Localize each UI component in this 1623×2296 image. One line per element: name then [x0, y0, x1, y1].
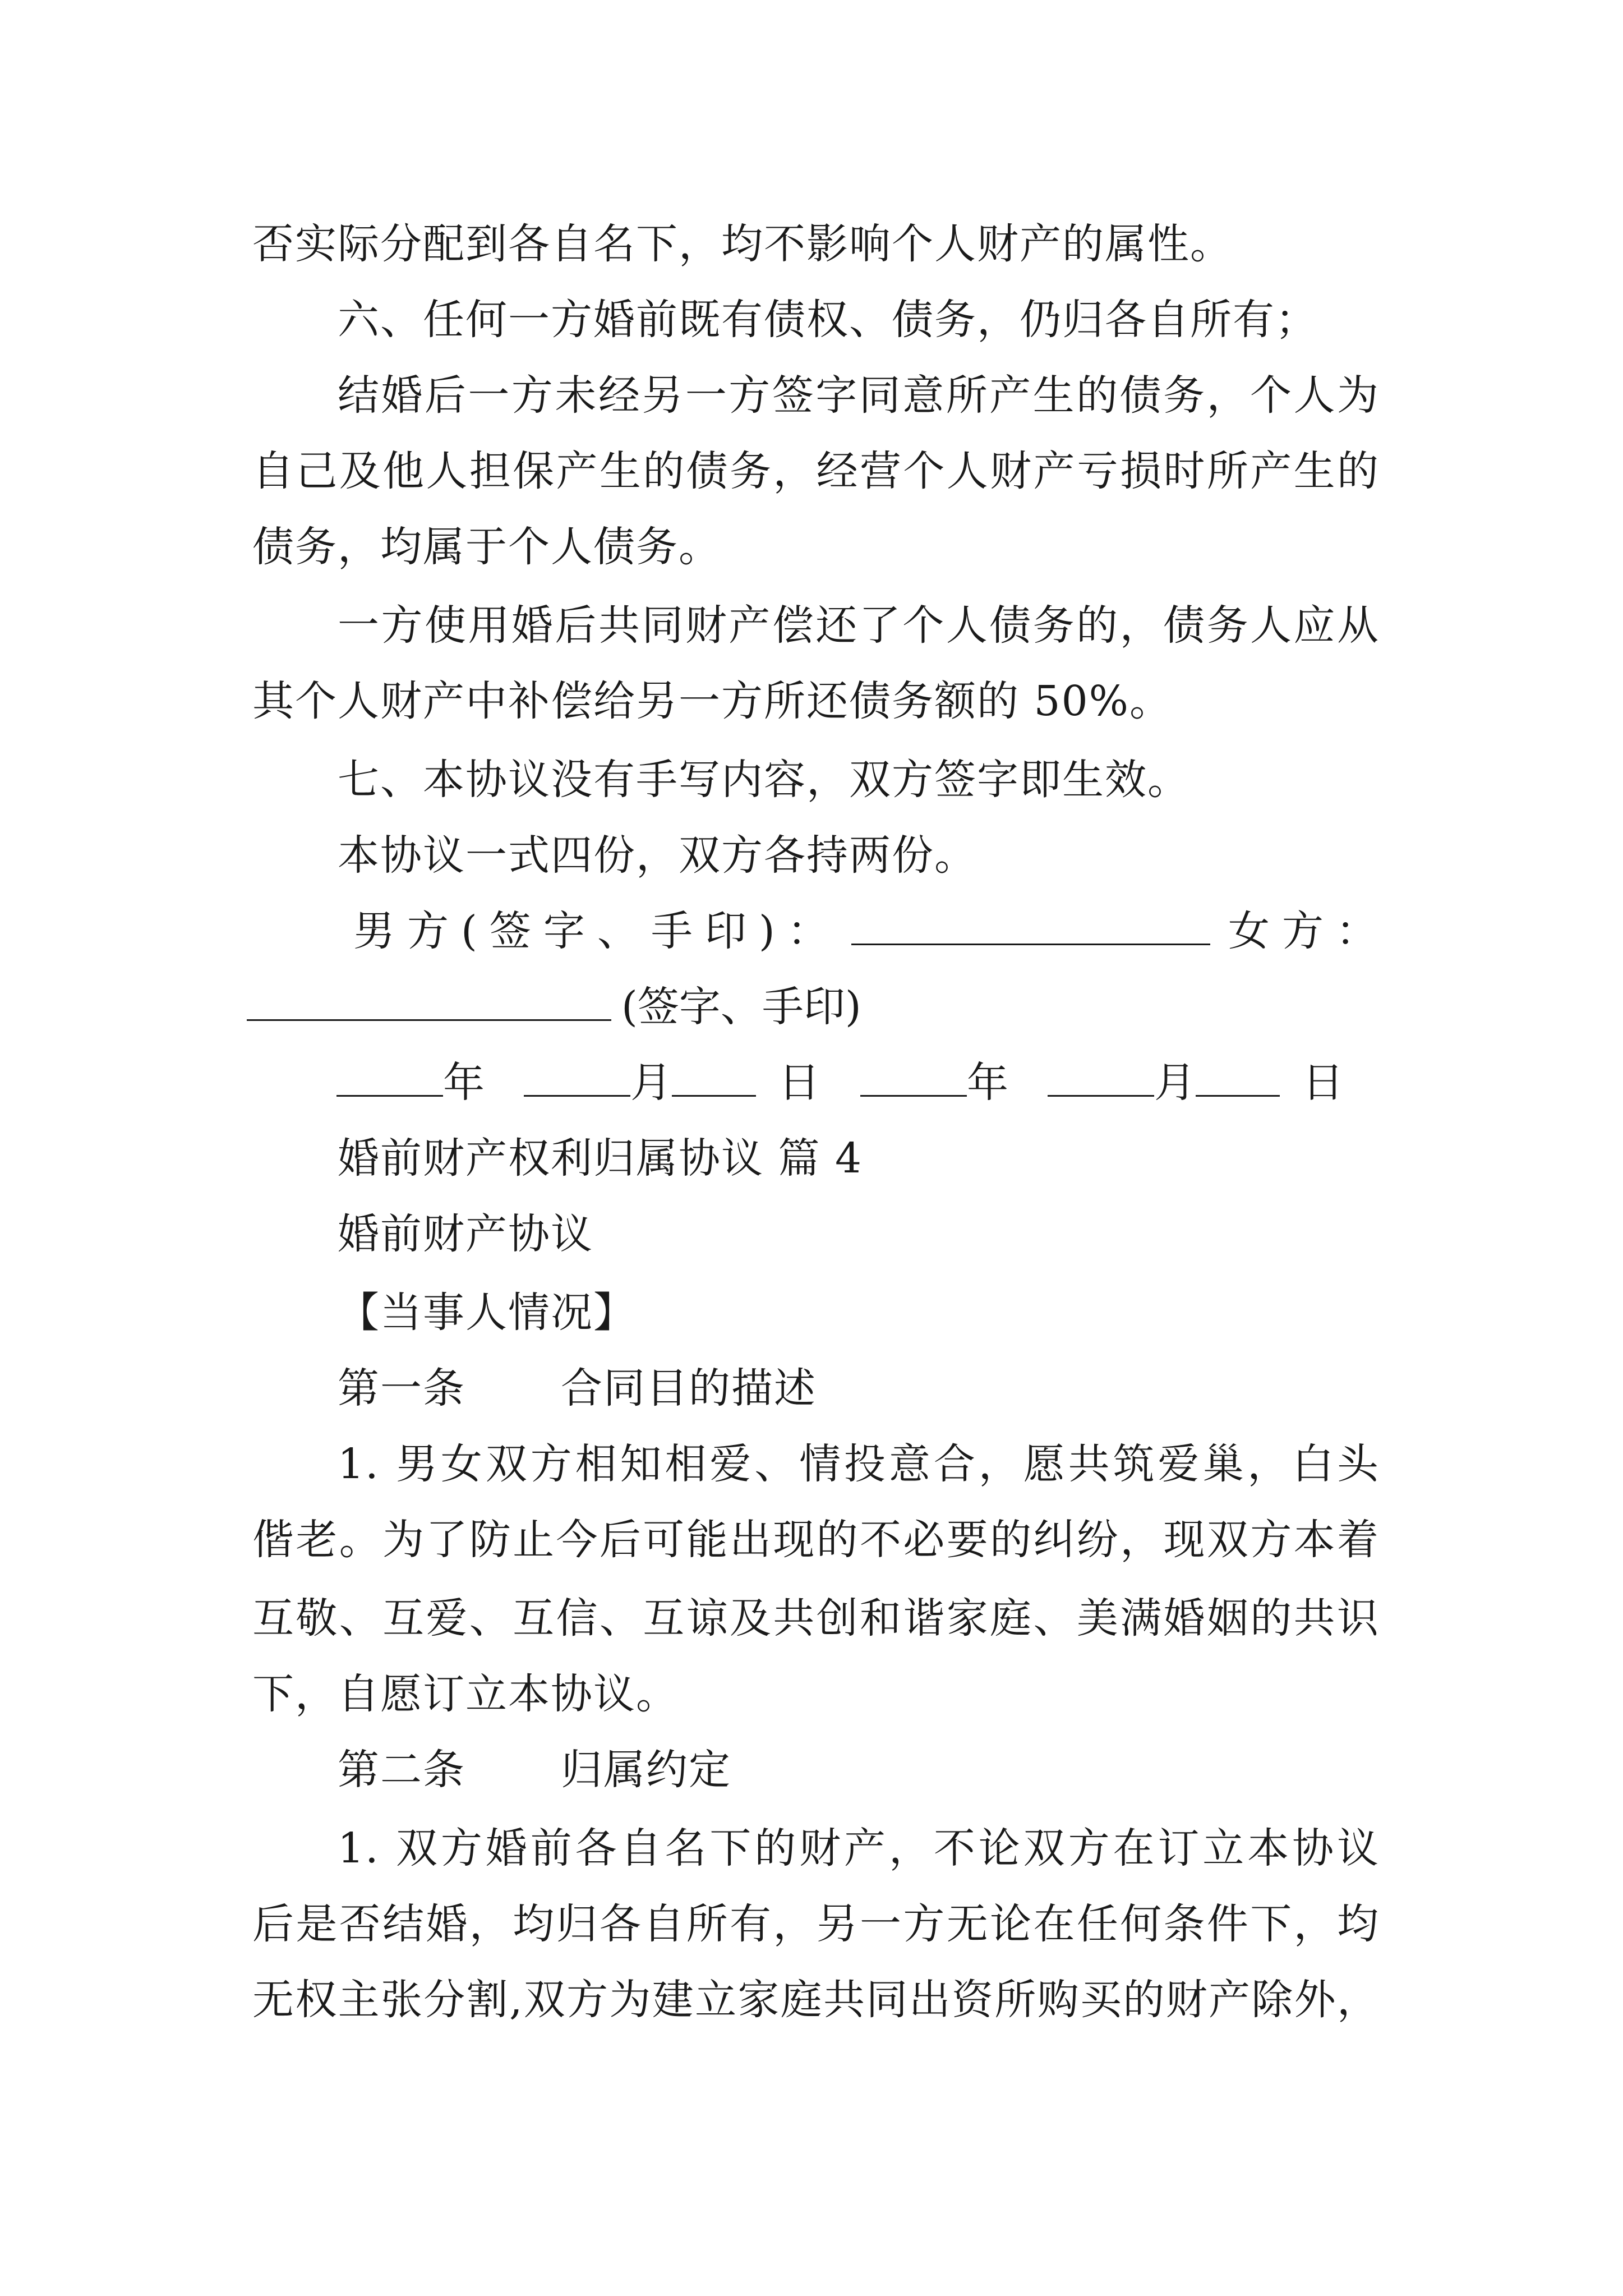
- day-label: 日: [1302, 1059, 1344, 1107]
- paragraph-line: 否实际分配到各自名下，均不影响个人财产的属性。: [252, 220, 1233, 268]
- article-two-name: 归属约定: [561, 1746, 731, 1794]
- article-one-number: 第一条: [338, 1364, 465, 1412]
- year-blank: [336, 1058, 443, 1097]
- clause-seven: 七、本协议没有手写内容，双方签字即生效。: [338, 756, 1190, 804]
- month-blank: [524, 1058, 630, 1097]
- female-signature-suffix: (签字、手印): [621, 983, 861, 1031]
- section-heading: 婚前财产权利归属协议 篇 4: [338, 1134, 863, 1182]
- paragraph-line: 其个人财产中补偿给另一方所还债务额的 50%。: [252, 677, 1172, 725]
- male-signature-blank: [851, 903, 1210, 959]
- article-one-name: 合同目的描述: [561, 1364, 817, 1412]
- female-signature-blank: [247, 979, 611, 1035]
- article-two-number: 第二条: [338, 1746, 465, 1794]
- article-one-heading: [338, 1360, 1380, 1416]
- paragraph-line: 互敬、互爱、互信、互谅及共创和谐家庭、美满婚姻的共识: [252, 1594, 1380, 1642]
- paragraph-line: 结婚后一方未经另一方签字同意所产生的债务，个人为: [338, 371, 1380, 420]
- clause-six: 六、任何一方婚前既有债权、债务，仍归各自所有；: [338, 296, 1318, 344]
- document-title: 婚前财产协议: [338, 1210, 593, 1258]
- paragraph-line: 1. 双方婚前各自名下的财产，不论双方在订立本协议: [338, 1824, 1380, 1872]
- month-blank: [1048, 1058, 1154, 1097]
- paragraph-line: 无权主张分割,双方为建立家庭共同出资所购买的财产除外，: [252, 1976, 1380, 2024]
- paragraph-line: 本协议一式四份，双方各持两份。: [338, 831, 977, 880]
- paragraph-line: 偕老。为了防止今后可能出现的不必要的纠纷，现双方本着: [252, 1516, 1380, 1564]
- female-signature-label: 女方：: [1228, 907, 1390, 955]
- male-signature-label: 男方(签字、手印)：: [353, 907, 841, 955]
- date-line: [336, 1055, 1344, 1111]
- paragraph-line: 一方使用婚后共同财产偿还了个人债务的，债务人应从: [338, 601, 1380, 650]
- article-two-heading: [338, 1742, 1380, 1798]
- paragraph-line: 自己及他人担保产生的债务，经营个人财产亏损时所产生的: [252, 447, 1380, 495]
- month-label: 月: [1154, 1059, 1196, 1107]
- parties-heading: 【当事人情况】: [338, 1289, 636, 1337]
- paragraph-line: 下，自愿订立本协议。: [252, 1670, 679, 1718]
- day-label: 日: [778, 1059, 820, 1107]
- year-label: 年: [443, 1059, 485, 1107]
- year-label: 年: [967, 1059, 1008, 1107]
- month-label: 月: [630, 1059, 672, 1107]
- year-blank: [860, 1058, 967, 1097]
- paragraph-line: 债务，均属于个人债务。: [252, 523, 721, 571]
- paragraph-line: 1. 男女双方相知相爱、情投意合，愿共筑爱巢，白头: [338, 1440, 1380, 1488]
- paragraph-line: 后是否结婚，均归各自所有，另一方无论在任何条件下，均: [252, 1900, 1380, 1948]
- day-blank: [1196, 1058, 1280, 1097]
- day-blank: [672, 1058, 756, 1097]
